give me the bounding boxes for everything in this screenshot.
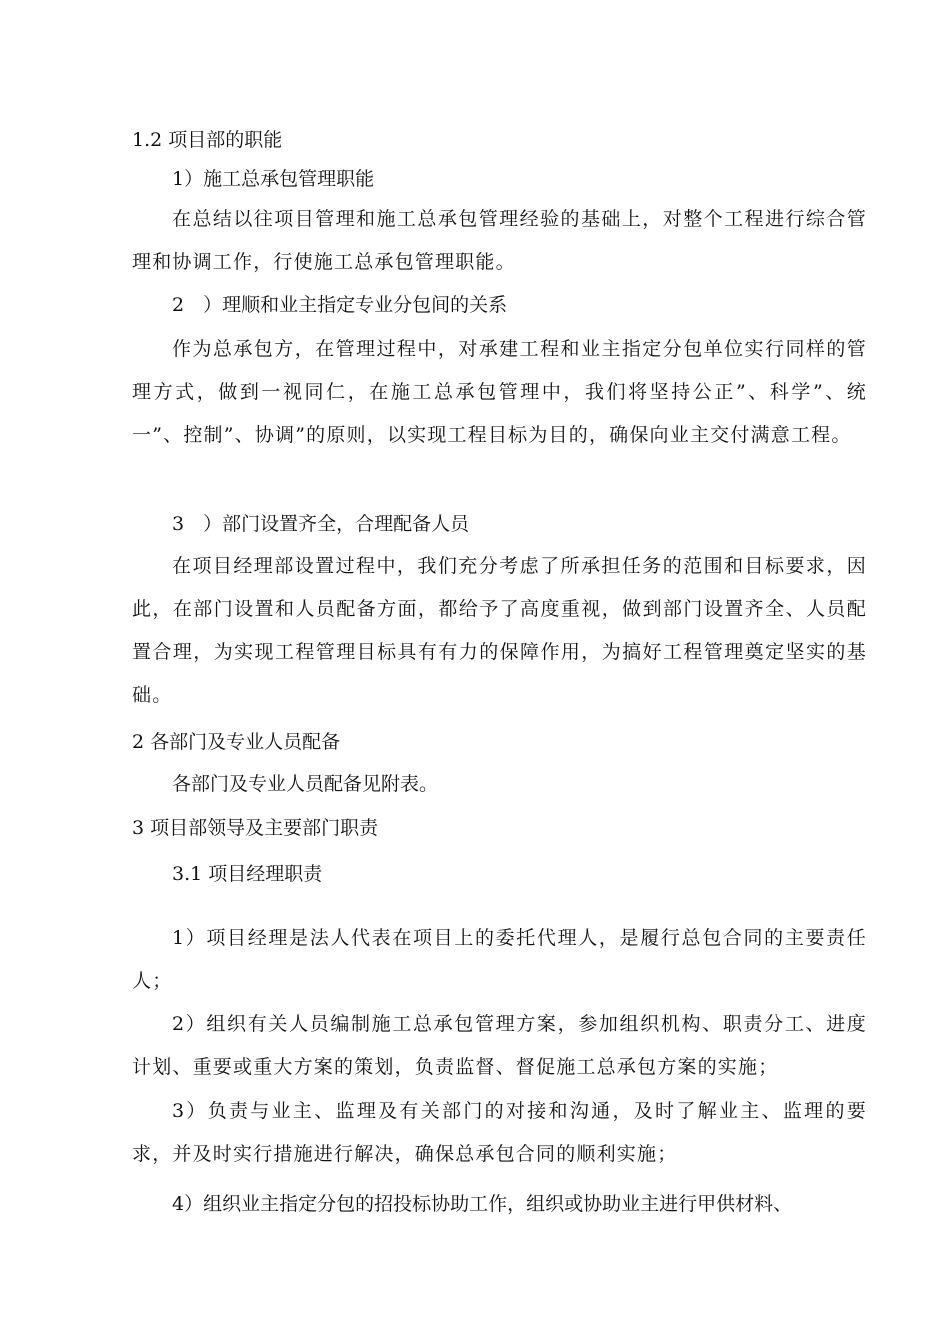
item-2-heading: 2 ）理顺和业主指定专业分包间的关系 xyxy=(172,294,508,316)
heading-3-1: 3.1 项目经理职责 xyxy=(172,863,323,885)
duty-2: 2）组织有关人员编制施工总承包管理方案，参加组织机构、职责分工、进度计划、重要或重大方案的策划，负责监督、督促施工总承包方案的实施； xyxy=(132,1013,867,1078)
paragraph-4: 各部门及专业人员配备见附表。 xyxy=(172,773,439,795)
heading-3: 3 项目部领导及主要部门职责 xyxy=(132,817,379,839)
duty-1: 1）项目经理是法人代表在项目上的委托代理人，是履行总包合同的主要责任人； xyxy=(132,927,867,992)
duty-4: 4）组织业主指定分包的招投标协助工作，组织或协助业主进行甲供材料、 xyxy=(172,1193,793,1215)
paragraph-2: 作为总承包方，在管理过程中，对承建工程和业主指定分包单位实行同样的管理方式，做到一视同仁，在施工总承包管理中，我们将坚持公正”、科学”、统一”、控制”、协调”的原则，以实现工程目标为目的，确保向业主交付满意工程。 xyxy=(132,338,867,446)
heading-1-2: 1.2 项目部的职能 xyxy=(132,129,283,151)
duty-3: 3）负责与业主、监理及有关部门的对接和沟通，及时了解业主、监理的要求，并及时实行措施进行解决，确保总承包合同的顺利实施； xyxy=(132,1100,867,1165)
item-3-heading: 3 ）部门设置齐全，合理配备人员 xyxy=(172,513,470,535)
item-1-heading: 1）施工总承包管理职能 xyxy=(172,168,375,190)
paragraph-3: 在项目经理部设置过程中，我们充分考虑了所承担任务的范围和目标要求，因此，在部门设置和人员配备方面，都给予了高度重视，做到部门设置齐全、人员配置合理，为实现工程管理目标具有有力的保障作用，为搞好工程管理奠定坚实的基础。 xyxy=(132,555,867,706)
heading-2: 2 各部门及专业人员配备 xyxy=(132,731,341,753)
paragraph-1: 在总结以往项目管理和施工总承包管理经验的基础上，对整个工程进行综合管理和协调工作，行使施工总承包管理职能。 xyxy=(132,208,867,273)
